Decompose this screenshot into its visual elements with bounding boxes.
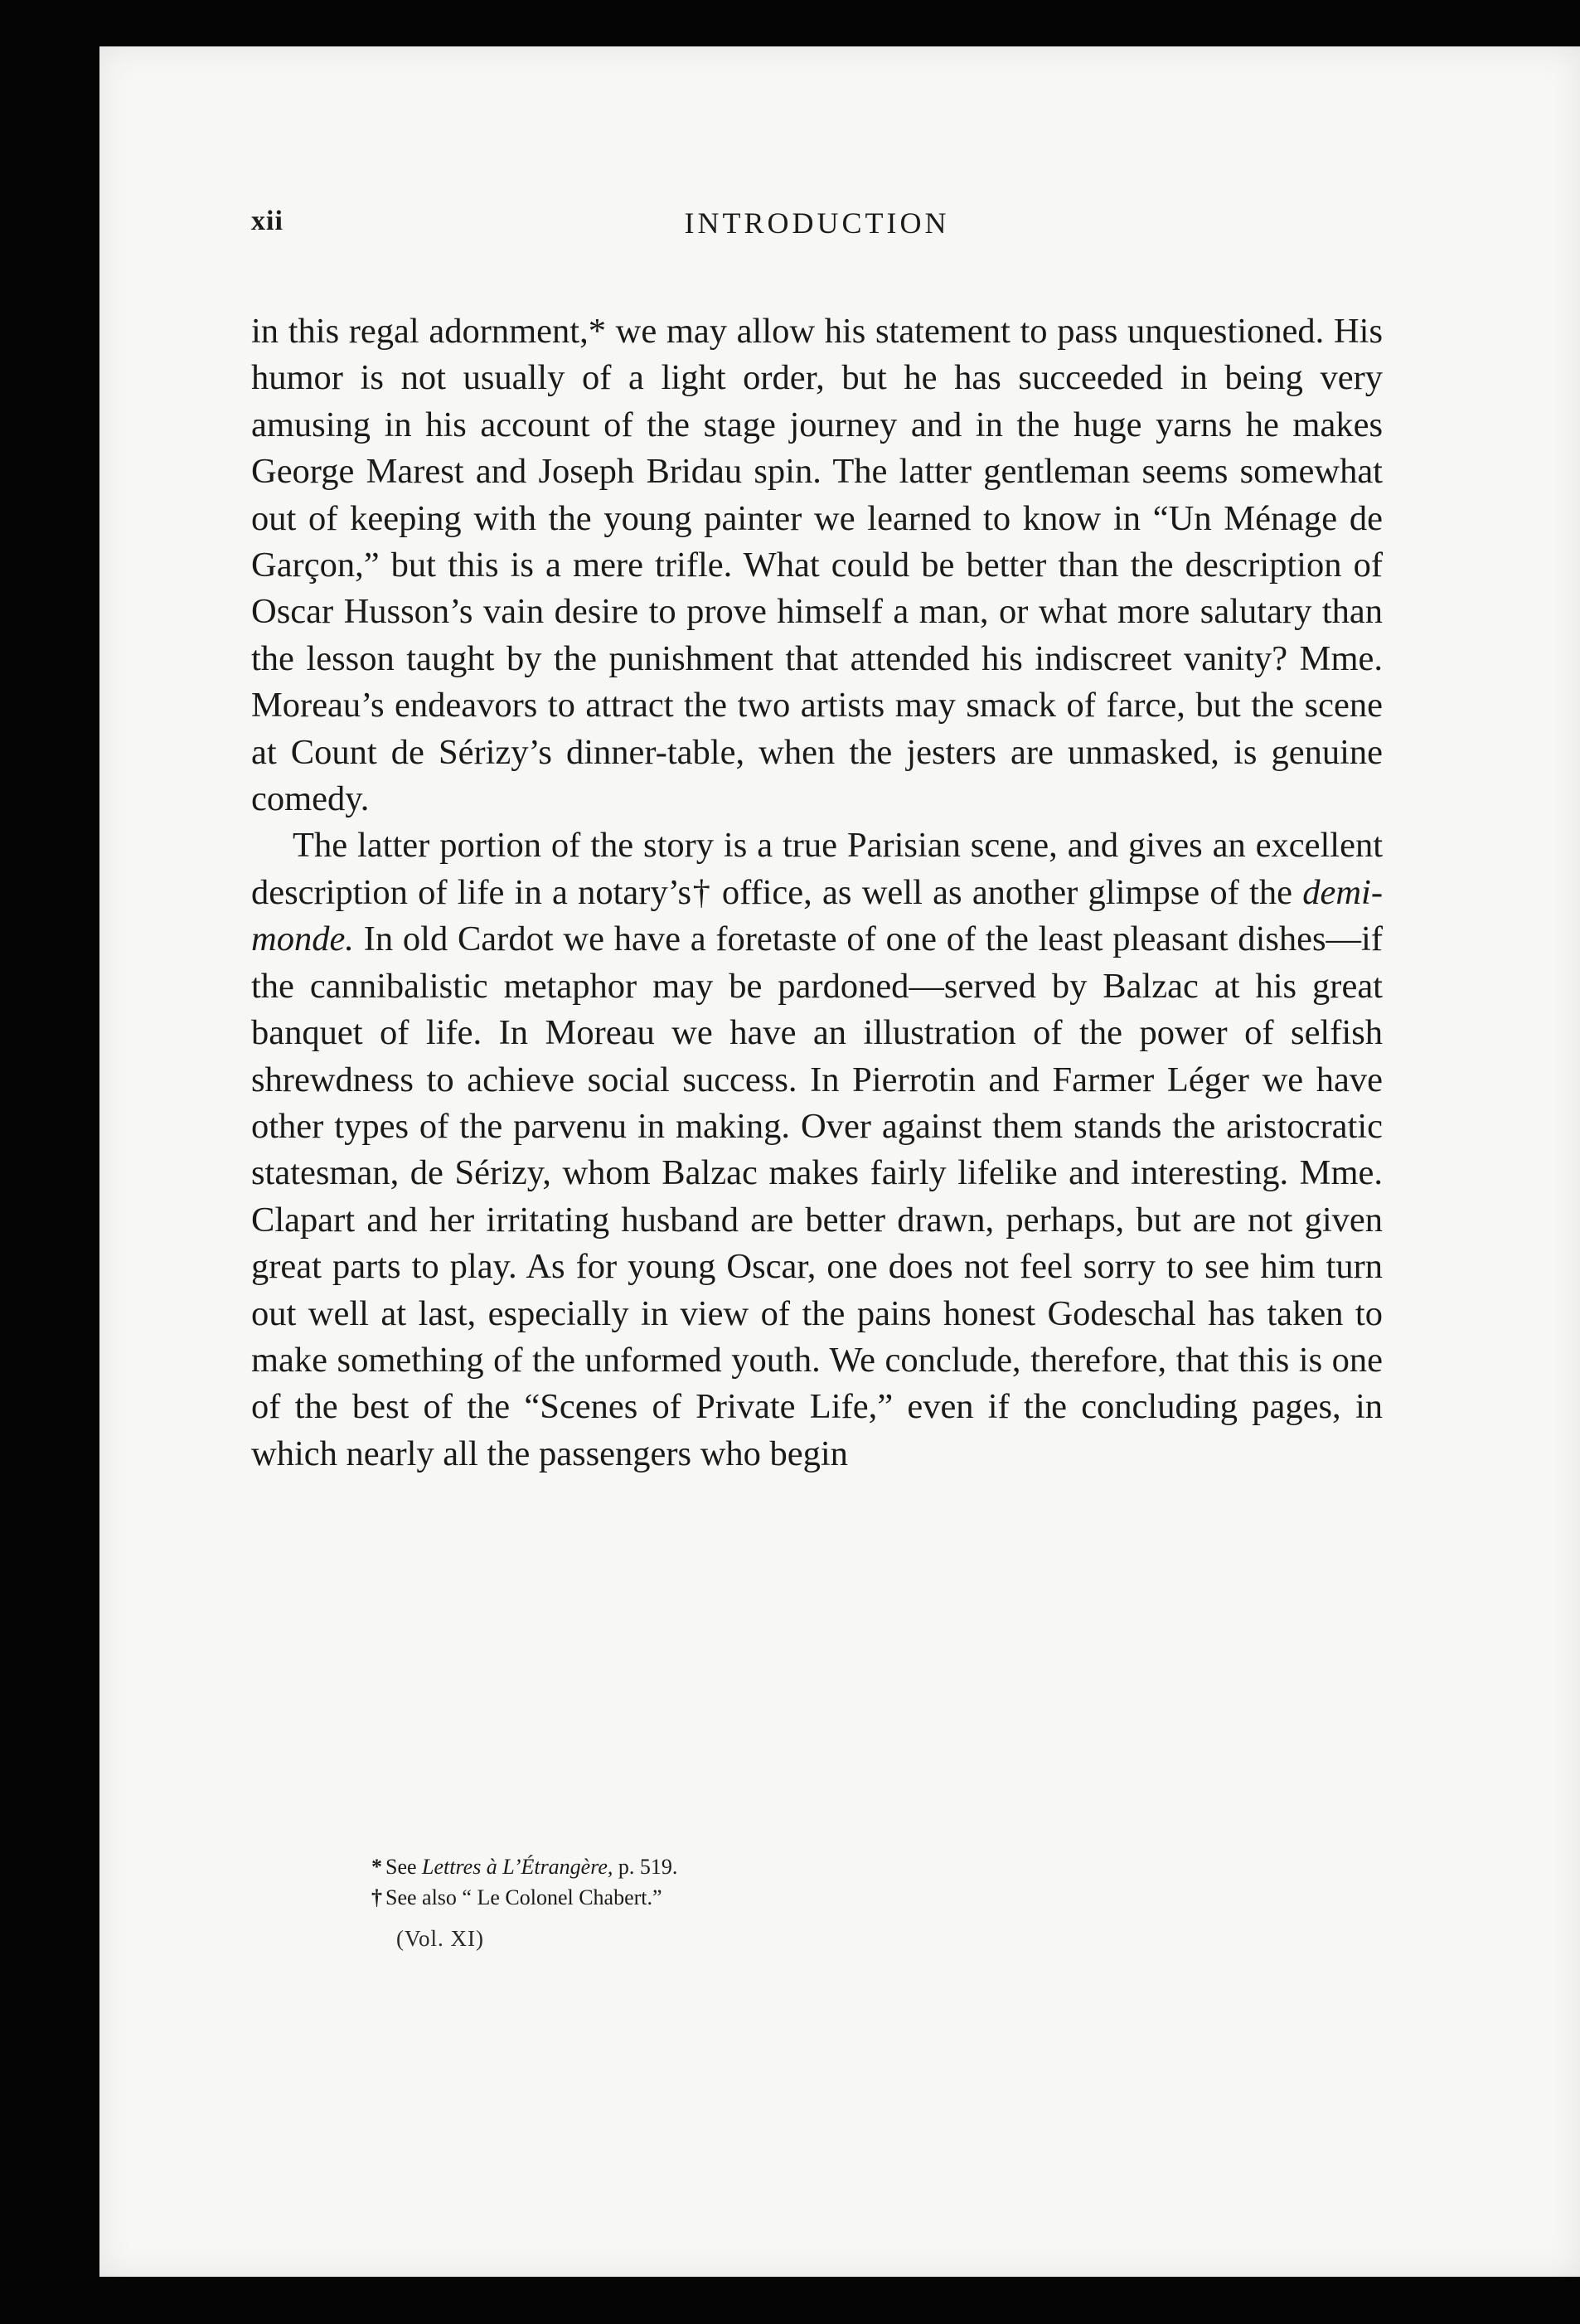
footnote	[371, 1882, 1117, 1913]
footnote-title: Lettres à L’Étrangère,	[422, 1855, 613, 1879]
footnote	[371, 1851, 1117, 1882]
paragraph	[251, 822, 1383, 1477]
chapter-title: INTRODUCTION	[684, 206, 950, 240]
signature-mark: (Vol. XI)	[396, 1926, 484, 1951]
text-run: In old Cardot we have a foretaste of one of the least pleasant dishes—if the cannibalistic metaphor may be pardoned—served by Balzac at his great banquet of life. In Moreau we have an illustration of the power of selfish shrewdness to achieve social success. In Pierrotin and Farmer Léger we have other types of the parvenu in making. Over against them stands the aristocratic statesman, de Sérizy, whom Balzac makes fairly lifelike and interesting. Mme. Clapart and her irritating husband are better drawn, perhaps, but are not given great parts to play. As for young Oscar, one does not feel sorry to see him turn out well at last, especially in view of the pains honest Godeschal has taken to make something of the unformed youth. We conclude, therefore, that this is one of the best of the “Scenes of Private Life,” even if the concluding pages, in which nearly all the passengers who begin	[251, 919, 1383, 1473]
footnotes	[371, 1851, 1117, 1913]
paragraph	[251, 308, 1383, 822]
page-number: xii	[251, 206, 284, 236]
footnote-prefix: See also	[385, 1885, 463, 1909]
running-head	[251, 206, 1383, 255]
footnote-title: “ Le Colonel Chabert.”	[462, 1885, 662, 1909]
footnote-prefix: See	[385, 1855, 423, 1879]
text-run: The latter portion of the story is a true Parisian scene, and gives an excellent description of life in a notary’s† office, as well as another glimpse of the	[251, 826, 1383, 912]
italic-phrase: demi-monde.	[251, 872, 1383, 959]
text-run: in this regal adornment,* we may allow his statement to pass unquestioned. His humor is not usually of a light order, but he has succeeded in being very amusing in his account of the stage journey and in the huge yarns he makes George Marest and Joseph Bridau spin. The latter gentleman seems somewhat out of keeping with the young painter we learned to know in “Un Ménage de Garçon,” but this is a mere trifle. What could be better than the description of Oscar Husson’s vain desire to prove himself a man, or what more salutary than the lesson taught by the punishment that attended his indiscreet vanity? Mme. Moreau’s endeavors to attract the two artists may smack of farce, but the scene at Count de Sérizy’s dinner-table, when the jesters are unmasked, is genuine comedy.	[251, 312, 1383, 819]
footnote-mark: *	[371, 1855, 382, 1879]
footnote-suffix: p. 519.	[613, 1855, 678, 1879]
footnote-mark: †	[371, 1885, 382, 1909]
body-text	[251, 308, 1383, 1477]
